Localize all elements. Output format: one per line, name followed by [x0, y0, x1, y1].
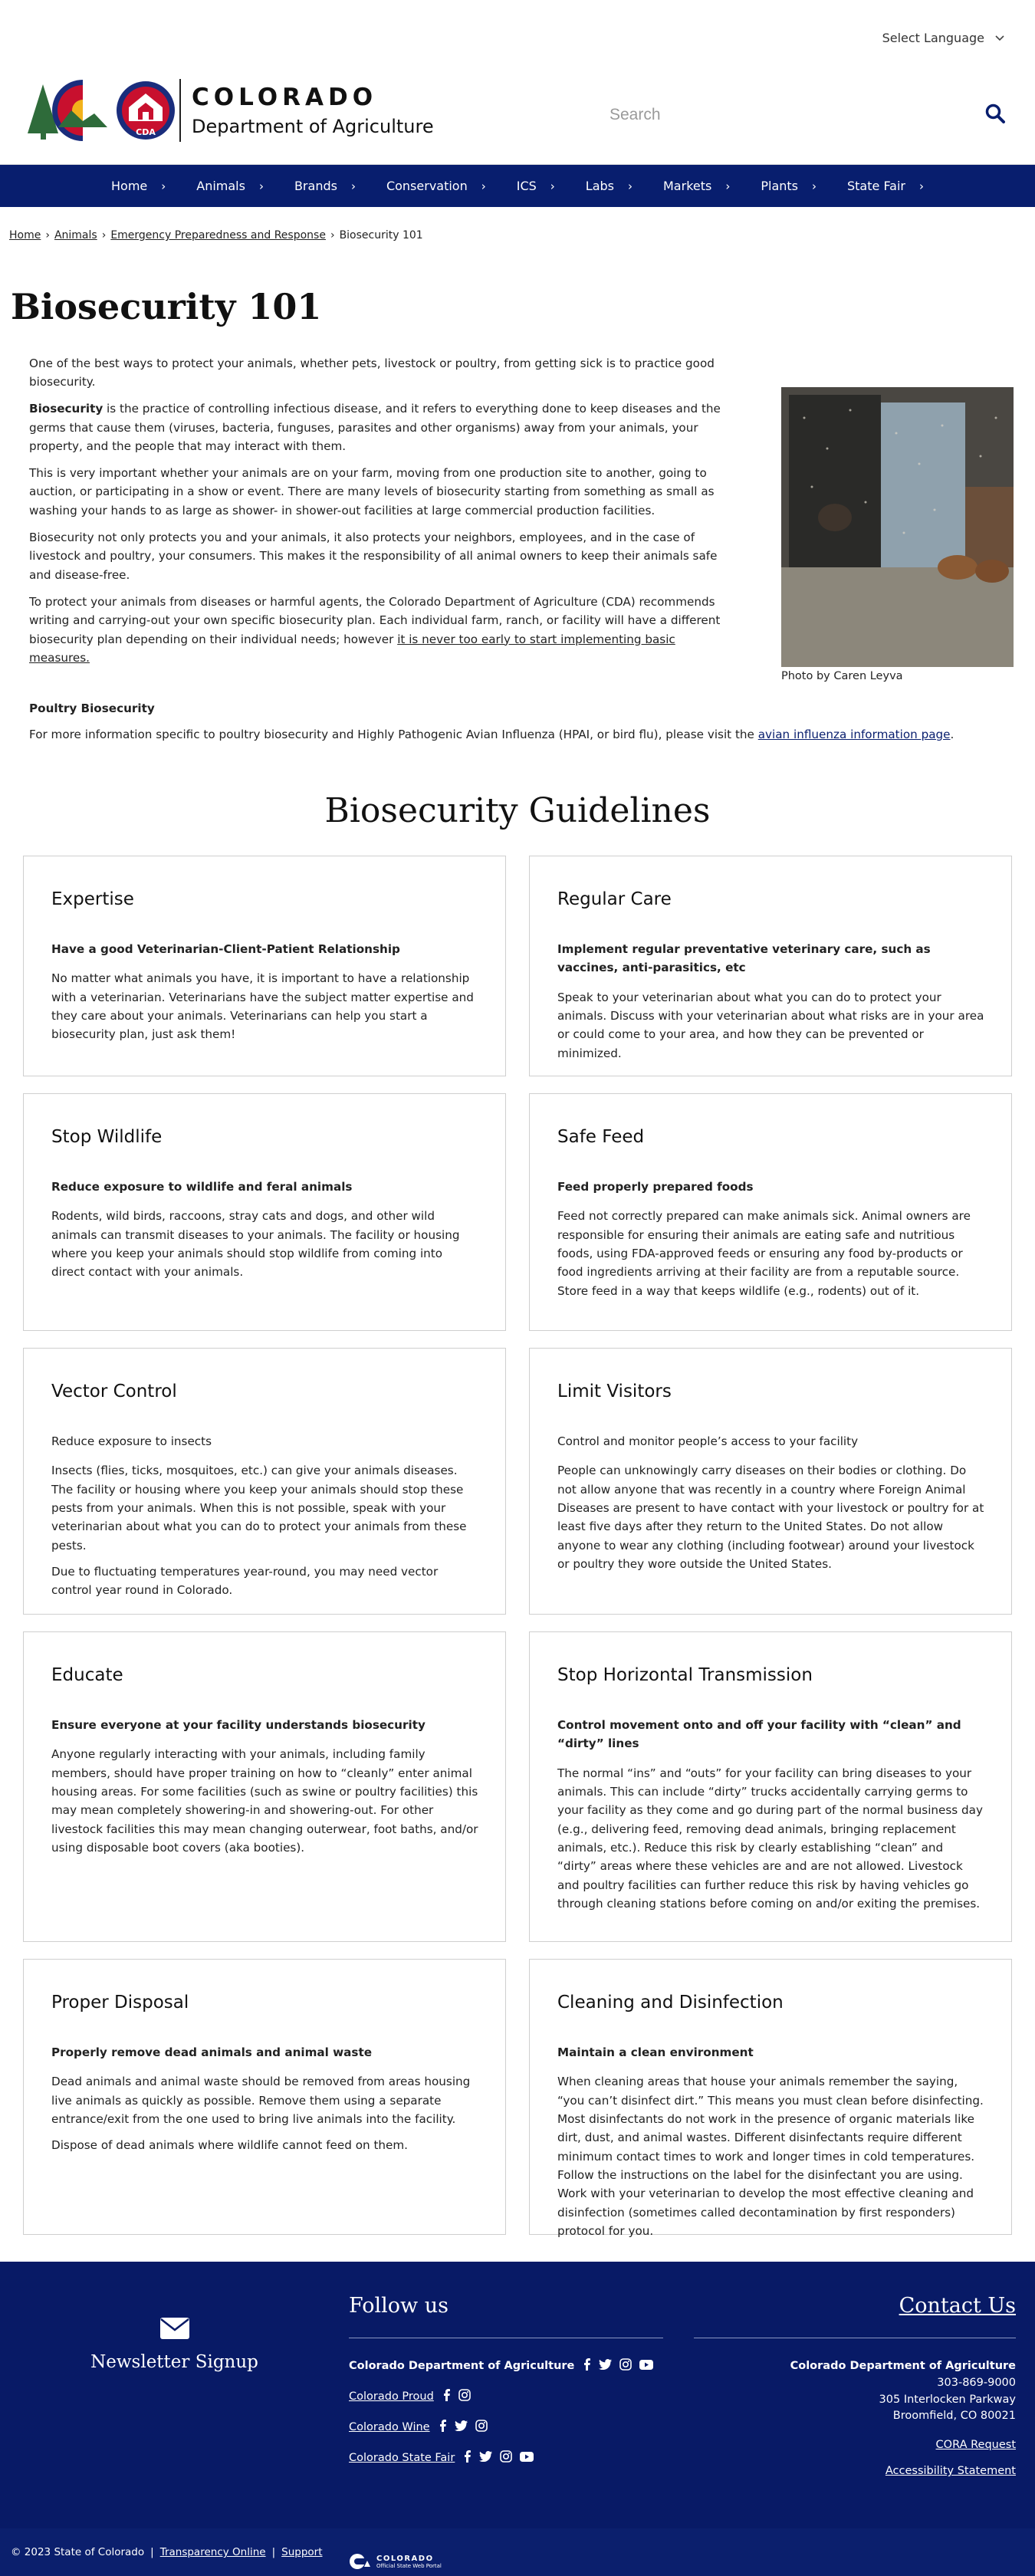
guideline-card-title: Educate	[51, 1665, 123, 1686]
guideline-card-subtitle: Reduce exposure to insects	[51, 1434, 212, 1449]
poultry-end: .	[950, 727, 955, 741]
social-list	[349, 2358, 663, 2466]
social-row	[349, 2389, 663, 2404]
guideline-card-body: Speak to your veterinarian about what you can do to protect your animals. Discuss with your veterinarian about what risks are in your area or could come to your area, and how they can be prevented or minimized.	[557, 990, 984, 1060]
nav-item-labs[interactable]	[570, 179, 648, 193]
chevron-right-icon: ›	[258, 179, 264, 193]
chevron-right-icon: ›	[481, 179, 486, 193]
guideline-card	[23, 1959, 506, 2235]
contact-address-1: 305 Interlocken Parkway	[879, 2393, 1016, 2406]
chevron-right-icon: ›	[725, 179, 731, 193]
nav-item-state-fair[interactable]	[832, 179, 939, 193]
nav-item-plants[interactable]	[745, 179, 832, 193]
intro-paragraph: This is very important whether your animals are on your farm, moving from one production site to another, going to auction, or participating in a show or event. There are many levels of biosecurity starting from something as small as washing your hands to as large as shower- in shower-out facilities at large commercial production facilities.	[29, 466, 715, 518]
nav-item-ics[interactable]	[501, 179, 570, 193]
social-row	[349, 2420, 663, 2435]
breadcrumb-link[interactable]: Home	[9, 229, 41, 242]
guidelines-title: Biosecurity Guidelines	[324, 791, 711, 831]
guideline-card-title: Regular Care	[557, 889, 672, 910]
site-footer	[0, 2262, 1035, 2576]
social-link[interactable]: Colorado State Fair	[349, 2452, 455, 2465]
breadcrumb-separator: ›	[45, 229, 50, 242]
guideline-card-title: Vector Control	[51, 1382, 177, 1402]
facebook-icon[interactable]	[462, 2450, 472, 2466]
guideline-card-title: Proper Disposal	[51, 1993, 189, 2013]
twitter-icon[interactable]	[455, 2420, 468, 2434]
intro-text	[29, 354, 726, 682]
social-row	[349, 2358, 663, 2374]
guideline-card	[529, 1093, 1012, 1331]
support-link[interactable]: Support	[281, 2546, 323, 2559]
intro-paragraph: Biosecurity not only protects you and your animals, it also protects your neighbors, employees, and in the case of livestock and poultry, your consumers. This makes it the responsibility of all animal owners to keep their animals safe and disease-free.	[29, 531, 718, 582]
nav-item-label: Animals	[196, 179, 245, 193]
chevron-right-icon: ›	[919, 179, 924, 193]
twitter-icon[interactable]	[479, 2451, 492, 2465]
social-link[interactable]: Colorado Department of Agriculture	[349, 2360, 575, 2373]
contact-phone: 303-869-9000	[937, 2376, 1016, 2389]
guideline-card-body: Insects (flies, ticks, mosquitoes, etc.) can give your animals diseases. The facility or housing where you keep your animals should stop these pests from your animals. When this is not possible, speak with your veterinarian about what you can do to protect your animals from these pests.	[51, 1464, 467, 1552]
site-header	[0, 69, 1035, 165]
breadcrumb-link[interactable]: Emergency Preparedness and Response	[110, 229, 326, 242]
nav-item-markets[interactable]	[648, 179, 745, 193]
logo-line-1: COLORADO	[192, 84, 378, 111]
guidelines-grid	[0, 830, 1035, 2238]
contact-title	[694, 2294, 1016, 2318]
search-input[interactable]	[610, 106, 970, 124]
breadcrumb-current: Biosecurity 101	[339, 229, 423, 242]
social-link[interactable]: Colorado Wine	[349, 2421, 430, 2434]
guideline-card-subtitle: Control movement onto and off your facility with “clean” and “dirty” lines	[557, 1718, 961, 1751]
logo-divider	[179, 79, 181, 142]
guideline-card	[529, 856, 1012, 1076]
guideline-card	[529, 1348, 1012, 1615]
follow-us	[349, 2294, 663, 2481]
logo-text	[192, 84, 434, 137]
footer-bottom-bar	[0, 2528, 1035, 2576]
page-title: Biosecurity 101	[11, 286, 322, 327]
colorado-c-icon	[349, 2553, 372, 2570]
poultry-heading: Poultry Biosecurity	[29, 701, 155, 715]
nav-item-label: Brands	[294, 179, 337, 193]
youtube-icon[interactable]	[520, 2452, 534, 2465]
guideline-card-subtitle: Control and monitor people’s access to your facility	[557, 1434, 859, 1449]
nav-item-label: Markets	[663, 179, 712, 193]
language-select[interactable]	[882, 31, 1004, 45]
chevron-right-icon: ›	[161, 179, 166, 193]
guideline-card-subtitle: Ensure everyone at your facility understands biosecurity	[51, 1718, 426, 1733]
cda-logo-mark	[21, 74, 175, 147]
nav-item-label: State Fair	[847, 179, 905, 193]
guideline-card-body: People can unknowingly carry diseases on their bodies or clothing. Do not allow anyone that was recently in a country where Foreign Animal Diseases are present to have contact with your livestock or poultry for at least five days after they return to the United States. Do not allow anyone to wear any clothing (including footwear) around your livestock or poultry they wore outside the United States.	[557, 1464, 984, 1571]
guideline-card	[23, 1631, 506, 1942]
guideline-card-body: Rodents, wild birds, raccoons, stray cats and dogs, and other wild animals can transmit diseases to your animals. The facility or housing where you keep your animals should stop wildlife from coming into direct contact with your animals.	[51, 1209, 460, 1280]
guideline-card-body: Due to fluctuating temperatures year-round, you may need vector control year round in Colorado.	[51, 1564, 439, 1598]
instagram-icon[interactable]	[475, 2420, 488, 2435]
contact-address-2: Broomfield, CO 80021	[892, 2410, 1016, 2423]
facebook-icon[interactable]	[438, 2420, 447, 2435]
state-logo-line-1: COLORADO	[376, 2554, 434, 2563]
poultry-paragraph	[29, 725, 1014, 744]
facebook-icon[interactable]	[582, 2358, 591, 2374]
guideline-card	[23, 856, 506, 1076]
poultry-text: For more information specific to poultry biosecurity and Highly Pathogenic Avian Influenza (HPAI, or bird flu), please visit the	[29, 727, 758, 741]
envelope-icon	[159, 2317, 190, 2340]
nav-item-label: Home	[111, 179, 148, 193]
guideline-card-subtitle: Maintain a clean environment	[557, 2045, 754, 2060]
search-bar	[610, 104, 1024, 127]
chevron-right-icon: ›	[628, 179, 632, 193]
separator: |	[150, 2546, 154, 2559]
guideline-card-subtitle: Implement regular preventative veterinary care, such as vaccines, anti-parasitics, etc	[557, 942, 931, 975]
plan-text: To protect your animals from diseases or harmful agents, the Colorado Department of Agriculture (CDA) recommends writing and carrying-out your own specific biosecurity plan. Each individual farm, ranch, or facility will have a different biosecurity plan depending on their individual needs; however	[29, 595, 721, 646]
guideline-card-title: Stop Wildlife	[51, 1127, 163, 1148]
youtube-icon[interactable]	[639, 2360, 653, 2373]
intro-section	[0, 327, 1035, 682]
guideline-card-body: No matter what animals you have, it is important to have a relationship with a veterinarian. Veterinarians have the subject matter expertise and they care about your animals. Veterinarians can help you start a biosecurity plan, just ask them!	[51, 971, 474, 1042]
cora-request-link[interactable]: CORA Request	[935, 2439, 1016, 2452]
state-logo-line-2: Official State Web Portal	[376, 2562, 442, 2569]
guideline-card-subtitle: Have a good Veterinarian-Client-Patient Relationship	[51, 942, 400, 957]
newsletter-signup[interactable]	[0, 2294, 349, 2481]
nav-item-label: Conservation	[386, 179, 468, 193]
separator: |	[271, 2546, 276, 2559]
guideline-card	[529, 1631, 1012, 1942]
guideline-card-body: When cleaning areas that house your animals remember the saying, “you can’t disinfect dirt.” This means you must clean before disinfecting. Most disinfectants do not work in the presence of organic materials like dirt, dust, and animal wastes. Different disinfectants require different minimum contact times to work and longer times in cold temperatures. Follow the instructions on the label for the disinfectant you are using. Work with your veterinarian to develop the most effective cleaning and disinfection (sometimes called decontamination by first responders) protocol for you.	[557, 2075, 984, 2238]
main-nav	[0, 165, 1035, 207]
language-select-label: Select Language	[882, 31, 984, 45]
avian-influenza-link[interactable]: avian influenza information page	[757, 727, 951, 741]
intro-photo	[781, 387, 1014, 682]
instagram-icon[interactable]	[619, 2358, 632, 2374]
twitter-icon[interactable]	[599, 2359, 612, 2373]
definition-term: Biosecurity	[29, 402, 104, 416]
follow-title: Follow us	[349, 2294, 449, 2318]
nav-item-home[interactable]	[96, 179, 181, 193]
guideline-card-subtitle: Feed properly prepared foods	[557, 1180, 754, 1194]
guideline-card-title: Limit Visitors	[557, 1382, 672, 1402]
nav-item-label: Labs	[585, 179, 614, 193]
cda-logo[interactable]	[21, 74, 434, 147]
definition-text: is the practice of controlling infectious disease, and it refers to everything done to keep diseases and the germs that cause them (viruses, bacteria, funguses, parasites and other organisms) away from your animals, your property, and the people that may interact with them.	[29, 402, 721, 453]
plan-paragraph	[29, 593, 726, 667]
guideline-card	[23, 1093, 506, 1331]
guideline-card-body: Feed not correctly prepared can make animals sick. Animal owners are responsible for ensuring their animals are eating safe and nutritious foods, using FDA-approved feeds or ensuring any food by-products or food ingredients arriving at their facility are from a reputable source. Store feed in a way that keeps wildlife (e.g., rodents) out of it.	[557, 1209, 971, 1298]
chevron-down-icon	[995, 35, 1004, 41]
guideline-card	[23, 1348, 506, 1615]
livestock-photo	[781, 387, 1014, 667]
photo-caption: Photo by Caren Leyva	[781, 669, 903, 682]
state-logo[interactable]	[349, 2553, 442, 2570]
guideline-card-body: The normal “ins” and “outs” for your facility can bring diseases to your animals. This can include “dirty” trucks accidentally carrying germs to your facility as they come and go during part of the normal business day (e.g., delivering feed, removing dead animals, bringing replacement animals, etc.). Reduce this risk by clearly establishing “clean” and “dirty” areas where these vehicles are and are not allowed. Livestock and poultry facilities can further reduce this risk by having vehicles go through cleaning stations before coming on and/or exiting the premises.	[557, 1766, 983, 1911]
search-icon	[985, 104, 1005, 123]
guideline-card-title: Safe Feed	[557, 1127, 645, 1148]
contact-us-link[interactable]: Contact Us	[899, 2294, 1016, 2318]
intro-paragraph: One of the best ways to protect your animals, whether pets, livestock or poultry, from getting sick is to practice good biosecurity.	[29, 356, 715, 389]
instagram-icon[interactable]	[500, 2450, 512, 2466]
facebook-icon[interactable]	[442, 2389, 451, 2404]
logo-line-2: Department of Agriculture	[192, 116, 434, 137]
search-button[interactable]	[985, 104, 1005, 127]
nav-item-brands[interactable]	[279, 179, 371, 193]
chevron-right-icon: ›	[350, 179, 356, 193]
contact-org: Colorado Department of Agriculture	[790, 2360, 1016, 2373]
guideline-card-body: Dead animals and animal waste should be removed from areas housing live animals as quickly as possible. Remove them using a separate entrance/exit from the one used to bring live animals into the facility.	[51, 2075, 471, 2126]
guideline-card-subtitle: Reduce exposure to wildlife and feral animals	[51, 1180, 353, 1194]
chevron-right-icon: ›	[550, 179, 555, 193]
cda-badge-text: CDA	[136, 127, 156, 137]
breadcrumb	[0, 207, 1035, 242]
breadcrumb-separator: ›	[330, 229, 335, 242]
guideline-card-body: Anyone regularly interacting with your animals, including family members, should have proper training on how to “cleanly” enter animal housing areas. For some facilities (such as swine or poultry facilities) this may mean completely showering-in and showering-out. For other livestock facilities this may mean changing outerwear, foot baths, and/or using disposable boot covers (aka booties).	[51, 1747, 478, 1855]
social-link[interactable]: Colorado Proud	[349, 2390, 434, 2404]
copyright: © 2023 State of Colorado	[11, 2546, 145, 2559]
chevron-right-icon: ›	[812, 179, 816, 193]
contact-us	[694, 2294, 1016, 2481]
breadcrumb-separator: ›	[101, 229, 107, 242]
guideline-card-subtitle: Properly remove dead animals and animal waste	[51, 2045, 373, 2060]
language-bar	[0, 0, 1035, 69]
definition-paragraph	[29, 399, 726, 455]
nav-item-label: ICS	[516, 179, 537, 193]
guideline-card-title: Stop Horizontal Transmission	[557, 1665, 813, 1686]
guideline-card-body: Dispose of dead animals where wildlife cannot feed on them.	[51, 2138, 408, 2153]
nav-item-conservation[interactable]	[371, 179, 501, 193]
accessibility-link[interactable]: Accessibility Statement	[885, 2465, 1016, 2478]
instagram-icon[interactable]	[458, 2389, 471, 2404]
guideline-card	[529, 1959, 1012, 2238]
nav-item-animals[interactable]	[181, 179, 279, 193]
poultry-section	[0, 682, 1035, 744]
nav-item-label: Plants	[761, 179, 798, 193]
guideline-card-title: Expertise	[51, 889, 134, 910]
basic-measures-link[interactable]: it is never too early to start implementing basic measures.	[29, 632, 675, 665]
guideline-card-title: Cleaning and Disinfection	[557, 1993, 784, 2013]
newsletter-label: Newsletter Signup	[90, 2352, 258, 2373]
breadcrumb-link[interactable]: Animals	[54, 229, 97, 242]
social-row	[349, 2450, 663, 2466]
transparency-link[interactable]: Transparency Online	[159, 2546, 266, 2559]
